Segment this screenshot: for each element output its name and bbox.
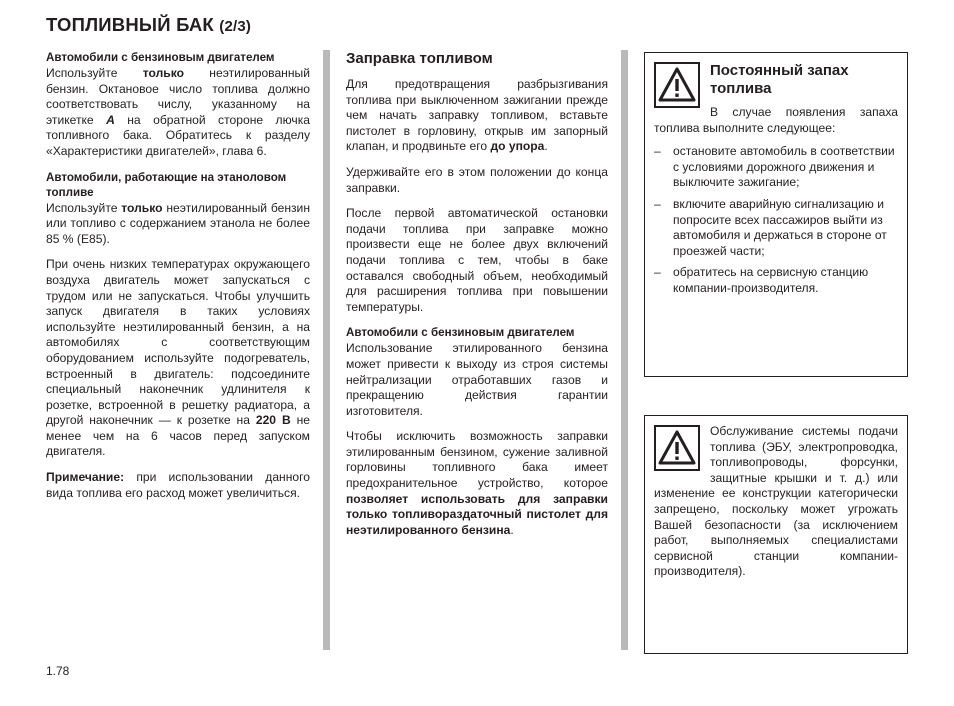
note-label: Примечание: bbox=[46, 470, 125, 485]
warning-triangle-icon bbox=[654, 62, 700, 108]
paragraph-ethanol-fuel: Используйте только неэтилированный бензин или топливо с содержанием этанола не более 85 % (E85). bbox=[46, 200, 310, 246]
paragraph-hold-position: Удерживайте его в этом положении до конца заправки. bbox=[346, 164, 608, 195]
column-divider bbox=[323, 50, 330, 650]
left-column bbox=[46, 50, 310, 511]
section-heading-petrol: Автомобили с бензиновым двигателем bbox=[46, 51, 275, 64]
paragraph-filler-restrictor: Чтобы исключить возможность заправки этилированным бензином, сужение заливной горловины топливного бака имеет предохранительное устройство, которое позволяет использовать для заправки только топливораздаточный пистолет для неэтилированного бензина. bbox=[346, 429, 608, 537]
warning-box-text: Обслуживание системы подачи топлива (ЭБУ, электропроводка, топливопроводы, форсунки, защитные крышки и т. д.) или изменение ее конструкции категорически запрещено, поскольку может угрожать Вашей безопасности (за исключением работ, выполняемых специалистами сервисной станции компании-производителя). bbox=[654, 424, 898, 579]
list-item: – остановите автомобиль в соответствии с условиями дорожного движения и выключите зажигание; bbox=[654, 144, 895, 190]
warning-box-steps bbox=[654, 144, 898, 296]
warning-box-lead: В случае появления запаха топлива выполните следующее: bbox=[654, 105, 898, 135]
list-item: – обратитесь на сервисную станцию компании-производителя. bbox=[654, 265, 869, 295]
warning-box-body bbox=[654, 424, 898, 580]
warning-box-title: Постоянный запах топлива bbox=[710, 62, 849, 97]
section-heading-petrol-engines: Автомобили с бензиновым двигателем bbox=[346, 326, 575, 340]
warning-box-fuel-system bbox=[644, 415, 908, 654]
paragraph-note: Примечание: при использовании данного вида топлива его расход может увеличиться. bbox=[46, 470, 310, 500]
list-item: – включите аварийную сигнализацию и попросите всех пассажиров выйти из автомобиля и держаться в стороне от проезжей части; bbox=[654, 196, 887, 258]
paragraph-auto-stop: После первой автоматической остановки подачи топлива при заправке можно произвести еще не более двух включений подачи топлива с тем, чтобы в баке оставался свободный объем, необходимый для расширения топлива при повышении температуры. bbox=[346, 206, 608, 314]
warning-box-fuel-smell bbox=[644, 52, 908, 377]
page-title-text: ТОПЛИВНЫЙ БАК bbox=[46, 14, 214, 35]
middle-column bbox=[346, 50, 608, 548]
paragraph-cold-start: При очень низких температурах окружающего воздуха двигатель может запускаться с трудом или не запускаться. Чтобы улучшить запуск двигателя в таких условиях используйте неэтилированный бензин, а на автомобилях с соответствующим оборудованием используйте подогреватель, встроенный в двигатель: подсоедините специальный наконечник удлинителя к розетке, встроенной в решетку радиатора, а другой наконечник — к розетке на 220 В не менее чем на 6 часов перед запуском двигателя. bbox=[46, 257, 310, 459]
warning-box-body bbox=[654, 105, 898, 303]
section-heading-ethanol: Автомобили, работающие на этаноловом топливе bbox=[46, 170, 287, 199]
paragraph-leaded-warning: Использование этилированного бензина может привести к выходу из строя системы нейтрализации отработавших газов и прекращению действия гарантии изготовителя. bbox=[346, 341, 608, 418]
paragraph-insert-nozzle: Для предотвращения разбрызгивания топлива при выключенном зажигании прежде чем начать заправку топливом, вставьте пистолет в горловину, открыв им запорный клапан, и продвиньте его до упора. bbox=[346, 77, 608, 154]
section-title-refuelling: Заправка топливом bbox=[346, 50, 493, 67]
paragraph-petrol-octane: Используйте только неэтилированный бензин. Октановое число топлива должно соответствовать числу, указанному на этикетке A на обратной стороне лючка топливного бака. Обратитесь к разделу «Характеристики двигателей», глава 6. bbox=[46, 66, 310, 158]
page-title bbox=[46, 14, 251, 36]
column-divider bbox=[621, 50, 628, 650]
page-number: 1.78 bbox=[46, 664, 70, 678]
page-title-part: (2/3) bbox=[219, 18, 252, 35]
